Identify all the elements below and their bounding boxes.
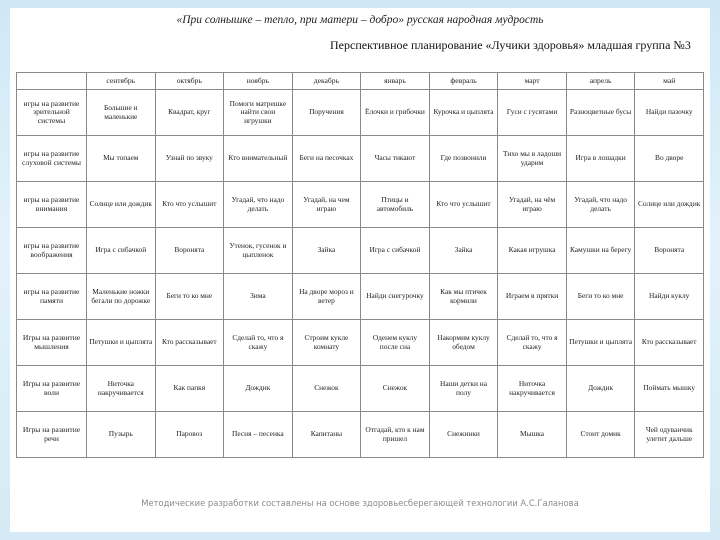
table-cell: Накормим куклу обедом bbox=[429, 320, 498, 366]
table-cell: Курочка и цыплята bbox=[429, 90, 498, 136]
table-cell: Как мы птичек кормили bbox=[429, 274, 498, 320]
table-cell: Угадай, что надо делать bbox=[566, 182, 635, 228]
table-cell: Строим кукле комнату bbox=[292, 320, 361, 366]
table-row bbox=[17, 274, 704, 320]
table-cell: Часы тикают bbox=[361, 136, 430, 182]
table-cell: Ниточка накручивается bbox=[87, 366, 156, 412]
table-row bbox=[17, 320, 704, 366]
row-label: Игры на развитие речи bbox=[17, 412, 87, 458]
table-cell: Угадай, на чём играю bbox=[498, 182, 567, 228]
table-cell: Дождик bbox=[566, 366, 635, 412]
table-cell: Петушки и цыплята bbox=[566, 320, 635, 366]
table-cell: Узнай по звуку bbox=[155, 136, 224, 182]
table-cell: Поручения bbox=[292, 90, 361, 136]
table-cell: Песня – песенка bbox=[224, 412, 293, 458]
table-cell: Найди куклу bbox=[635, 274, 704, 320]
table-cell: Игра в лошадки bbox=[566, 136, 635, 182]
table-cell: Зайка bbox=[429, 228, 498, 274]
table-cell: Угадай, что надо делать bbox=[224, 182, 293, 228]
table-cell: Маленькие ножки бегали по дорожке bbox=[87, 274, 156, 320]
table-cell: Наши детки на полу bbox=[429, 366, 498, 412]
table-cell: Стоит домик bbox=[566, 412, 635, 458]
table-cell: Помоги матрешке найти свои игрушки bbox=[224, 90, 293, 136]
month-header: январь bbox=[361, 73, 430, 90]
table-cell: Отгадай, кто к нам пришел bbox=[361, 412, 430, 458]
month-header: май bbox=[635, 73, 704, 90]
table-cell: Пузырь bbox=[87, 412, 156, 458]
month-header: сентябрь bbox=[87, 73, 156, 90]
table-cell: Во дворе bbox=[635, 136, 704, 182]
table-cell: Кто рассказывает bbox=[635, 320, 704, 366]
table-cell: Ниточка накручивается bbox=[498, 366, 567, 412]
table-cell: Играем в прятки bbox=[498, 274, 567, 320]
table-cell: Сделай то, что я скажу bbox=[498, 320, 567, 366]
row-label: игры на развитие воображения bbox=[17, 228, 87, 274]
table-cell: Дождик bbox=[224, 366, 293, 412]
document-page bbox=[10, 8, 710, 532]
table-cell: Паровоз bbox=[155, 412, 224, 458]
table-cell: Петушки и цыплята bbox=[87, 320, 156, 366]
table-cell: Снежинки bbox=[429, 412, 498, 458]
table-cell: Мы топаем bbox=[87, 136, 156, 182]
month-header: октябрь bbox=[155, 73, 224, 90]
month-header: апрель bbox=[566, 73, 635, 90]
planning-table bbox=[16, 72, 704, 458]
row-label: игры на развитие внимания bbox=[17, 182, 87, 228]
row-label: игры на развитие зрительной системы bbox=[17, 90, 87, 136]
table-cell: Тихо мы в ладоши ударим bbox=[498, 136, 567, 182]
table-row bbox=[17, 412, 704, 458]
table-cell: Капитаны bbox=[292, 412, 361, 458]
table-cell: Квадрат, круг bbox=[155, 90, 224, 136]
table-row bbox=[17, 90, 704, 136]
page-title: Перспективное планирование «Лучики здоровья» младшая группа №3 bbox=[330, 38, 691, 52]
table-cell: Кто что услышит bbox=[155, 182, 224, 228]
footer-note: Методические разработки составлены на основе здоровьесберегающей технологии А.С.Галанова bbox=[141, 498, 579, 508]
header-row bbox=[17, 73, 704, 90]
table-row bbox=[17, 228, 704, 274]
row-label: игры на развитие памяти bbox=[17, 274, 87, 320]
month-header: ноябрь bbox=[224, 73, 293, 90]
table-cell: Где позвонили bbox=[429, 136, 498, 182]
table-cell: Зима bbox=[224, 274, 293, 320]
table-cell: Как папкя bbox=[155, 366, 224, 412]
table-cell: Кто рассказывает bbox=[155, 320, 224, 366]
month-header: февраль bbox=[429, 73, 498, 90]
table-cell: Зайка bbox=[292, 228, 361, 274]
table-cell: Птицы и автомобиль bbox=[361, 182, 430, 228]
table-cell: Кто внимательный bbox=[224, 136, 293, 182]
table-cell: Воронята bbox=[635, 228, 704, 274]
table-cell: Чей одуванчик улетит дальше bbox=[635, 412, 704, 458]
table-cell: Воронята bbox=[155, 228, 224, 274]
table-row bbox=[17, 136, 704, 182]
row-label: игры на развитие слуховой системы bbox=[17, 136, 87, 182]
table-cell: Камушки на берегу bbox=[566, 228, 635, 274]
table-cell: Солнце или дождик bbox=[635, 182, 704, 228]
table-cell: Ёлочки и грибочки bbox=[361, 90, 430, 136]
table-cell: Найди пазочку bbox=[635, 90, 704, 136]
table-cell: Снежок bbox=[361, 366, 430, 412]
month-header: декабрь bbox=[292, 73, 361, 90]
table-row bbox=[17, 366, 704, 412]
table-cell: Беги на песочках bbox=[292, 136, 361, 182]
month-header: март bbox=[498, 73, 567, 90]
epigraph: «При солнышке – тепло, при матери – добро» русская народная мудрость bbox=[176, 14, 544, 26]
table-cell: Кто что услышит bbox=[429, 182, 498, 228]
table-cell: Беги то ко мне bbox=[566, 274, 635, 320]
table-cell: Большие и маленькие bbox=[87, 90, 156, 136]
table-cell: Сделай то, что я скажу bbox=[224, 320, 293, 366]
table-cell: Беги то ко мне bbox=[155, 274, 224, 320]
table-cell: Угадай, на чем играю bbox=[292, 182, 361, 228]
table-cell: Гуси с гусятами bbox=[498, 90, 567, 136]
table-cell: Какая игрушка bbox=[498, 228, 567, 274]
table-cell: Найди снегурочку bbox=[361, 274, 430, 320]
row-label: Игры на развитие воли bbox=[17, 366, 87, 412]
corner-cell bbox=[17, 73, 87, 90]
table-cell: Разноцветные бусы bbox=[566, 90, 635, 136]
table-cell: Мышка bbox=[498, 412, 567, 458]
table-row bbox=[17, 182, 704, 228]
table-cell: Игра с сибачкой bbox=[361, 228, 430, 274]
table-cell: На дворе мороз и ветер bbox=[292, 274, 361, 320]
table-cell: Утенок, гусенок и цыпленок bbox=[224, 228, 293, 274]
table-cell: Игра с сибачкой bbox=[87, 228, 156, 274]
table-cell: Оденем куклу после сна bbox=[361, 320, 430, 366]
table-cell: Поймать мышку bbox=[635, 366, 704, 412]
row-label: Игры на развитие мышления bbox=[17, 320, 87, 366]
table-cell: Солнце или дождик bbox=[87, 182, 156, 228]
table-cell: Снежок bbox=[292, 366, 361, 412]
